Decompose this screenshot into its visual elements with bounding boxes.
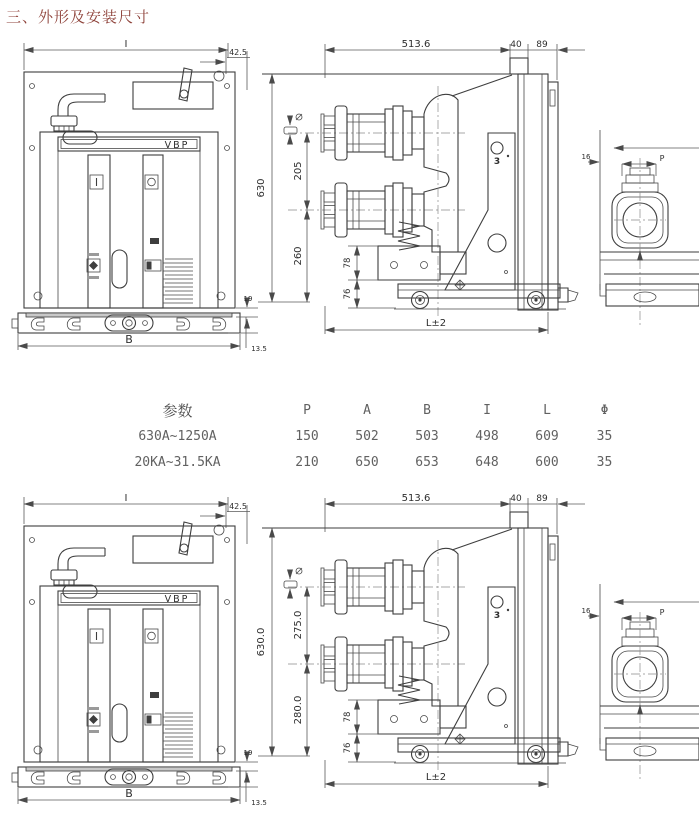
dim-corner-offset-label: 42.5 (229, 48, 247, 57)
outline-drawing-top (0, 38, 699, 380)
dim-depth-label: 513.6 (401, 39, 431, 50)
parameter-table (78, 398, 634, 476)
dim-foot-offset-label: 13.5 (251, 799, 267, 807)
dim-bracket-label: 78 (343, 257, 353, 269)
dim-tab-label: 40 (510, 40, 522, 50)
frame-mark: 3 (493, 157, 501, 167)
table-header-row (78, 398, 634, 424)
dim-edge-label: 16 (581, 607, 591, 615)
dim-pole-pitch-label: 205 (293, 161, 304, 181)
table-header-i: I (483, 403, 491, 418)
table-header-l: L (543, 403, 551, 418)
dim-rail-offset-label: 19 (243, 749, 253, 757)
table-cell: 503 (415, 429, 439, 444)
pole-detail-view (588, 130, 699, 326)
table-cell: 609 (535, 429, 559, 444)
table-cell: 35 (596, 455, 613, 470)
dim-lower-height-label: 280.0 (293, 695, 304, 725)
nameplate-vbp: VBP (164, 594, 190, 605)
table-cell: 653 (415, 455, 439, 470)
dim-edge-label: 16 (581, 153, 591, 161)
dim-length-label: L±2 (425, 772, 447, 783)
dim-base-label: 76 (343, 288, 353, 300)
dim-total-width-label: I (124, 39, 128, 50)
dim-pole-width-label: P (659, 608, 665, 617)
table-row (78, 424, 634, 450)
dim-frame-label: 89 (536, 494, 548, 504)
table-cell: 498 (475, 429, 499, 444)
page-title: 三、外形及安装尺寸 (6, 8, 151, 26)
dim-base-width-label: B (125, 787, 133, 800)
table-cell: 210 (295, 455, 319, 470)
outline-drawing-bottom (0, 492, 699, 834)
dim-corner-offset-label: 42.5 (229, 502, 247, 511)
dim-depth-label: 513.6 (401, 493, 431, 504)
frame-mark: 3 (493, 611, 501, 621)
table-cell-name: 630A~1250A (138, 429, 217, 444)
table-cell: 35 (596, 429, 613, 444)
dim-tab-label: 40 (510, 494, 522, 504)
table-header-p: P (303, 403, 311, 418)
dim-lower-height-label: 260 (293, 246, 304, 266)
dim-base-label: 76 (343, 742, 353, 754)
table-cell-name: 20KA~31.5KA (134, 455, 221, 470)
table-cell: 650 (355, 455, 379, 470)
table-header-a: A (363, 403, 371, 418)
dim-pole-width-label: P (659, 154, 665, 163)
front-view (12, 497, 258, 804)
table-cell: 150 (295, 429, 319, 444)
dim-foot-offset-label: 13.5 (251, 345, 267, 353)
dim-total-width-label: I (124, 493, 128, 504)
pole-detail-view (588, 584, 699, 780)
dim-pole-pitch-label: 275.0 (293, 610, 304, 640)
dim-rail-offset-label: 19 (243, 295, 253, 303)
table-cell: 648 (475, 455, 499, 470)
table-header-phi: Φ (600, 403, 609, 418)
side-view (258, 498, 585, 788)
dim-length-label: L±2 (425, 318, 447, 329)
front-view (12, 43, 258, 350)
table-header-b: B (423, 403, 431, 418)
table-row (78, 450, 634, 476)
nameplate-vbp: VBP (164, 140, 190, 151)
dim-base-width-label: B (125, 333, 133, 346)
dim-bracket-label: 78 (343, 711, 353, 723)
side-view (258, 44, 585, 334)
table-header-param: 参数 (162, 402, 193, 420)
dim-frame-label: 89 (536, 40, 548, 50)
table-cell: 600 (535, 455, 559, 470)
dim-height-label: 630 (256, 178, 267, 198)
table-cell: 502 (355, 429, 379, 444)
dim-height-label: 630.0 (256, 627, 267, 657)
